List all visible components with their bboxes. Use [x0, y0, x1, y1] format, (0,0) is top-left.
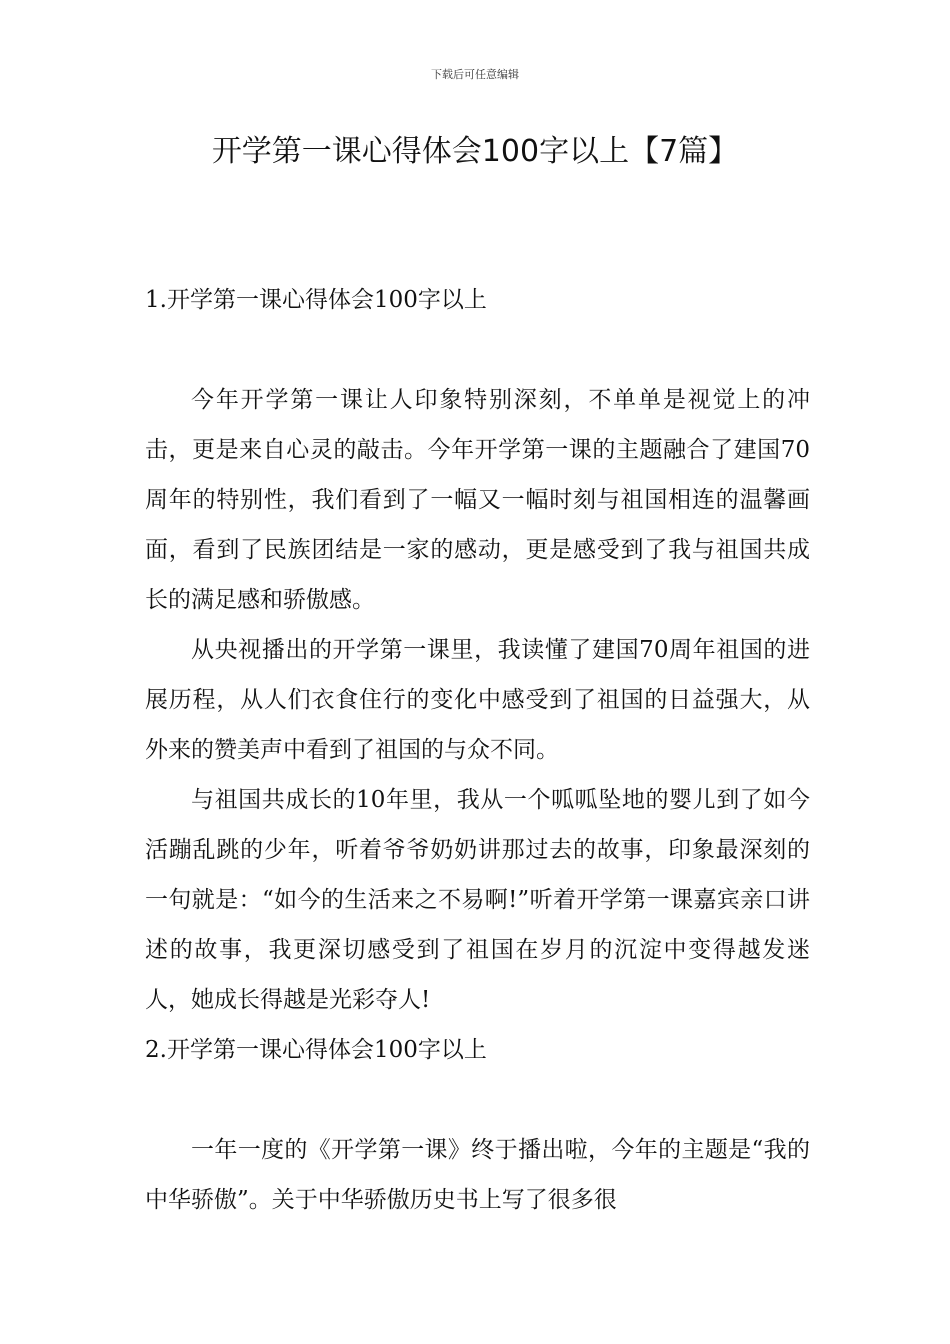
header-note: 下载后可任意编辑	[431, 68, 519, 81]
section-heading: 1.开学第一课心得体会100字以上	[145, 287, 487, 313]
paragraph: 一年一度的《开学第一课》终于播出啦，今年的主题是“我的中华骄傲”。关于中华骄傲历史书上写了很多很	[145, 1137, 810, 1213]
document-title: 开学第一课心得体会100字以上【7篇】	[211, 134, 739, 169]
document-body	[145, 275, 810, 1225]
spacer	[145, 1075, 810, 1125]
paragraph: 今年开学第一课让人印象特别深刻，不单单是视觉上的冲击，更是来自心灵的敲击。今年开学第一课的主题融合了建国70周年的特别性，我们看到了一幅又一幅时刻与祖国相连的温馨画面，看到了民族团结是一家的感动，更是感受到了我与祖国共成长的满足感和骄傲感。	[145, 387, 810, 613]
section-heading: 2.开学第一课心得体会100字以上	[145, 1037, 487, 1063]
paragraph: 从央视播出的开学第一课里，我读懂了建国70周年祖国的进展历程，从人们衣食住行的变化中感受到了祖国的日益强大，从外来的赞美声中看到了祖国的与众不同。	[145, 637, 810, 763]
paragraph: 与祖国共成长的10年里，我从一个呱呱坠地的婴儿到了如今活蹦乱跳的少年，听着爷爷奶奶讲那过去的故事，印象最深刻的一句就是：“如今的生活来之不易啊!”听着开学第一课嘉宾亲口讲述的故事，我更深切感受到了祖国在岁月的沉淀中变得越发迷人，她成长得越是光彩夺人!	[145, 787, 810, 1013]
spacer	[145, 325, 810, 375]
